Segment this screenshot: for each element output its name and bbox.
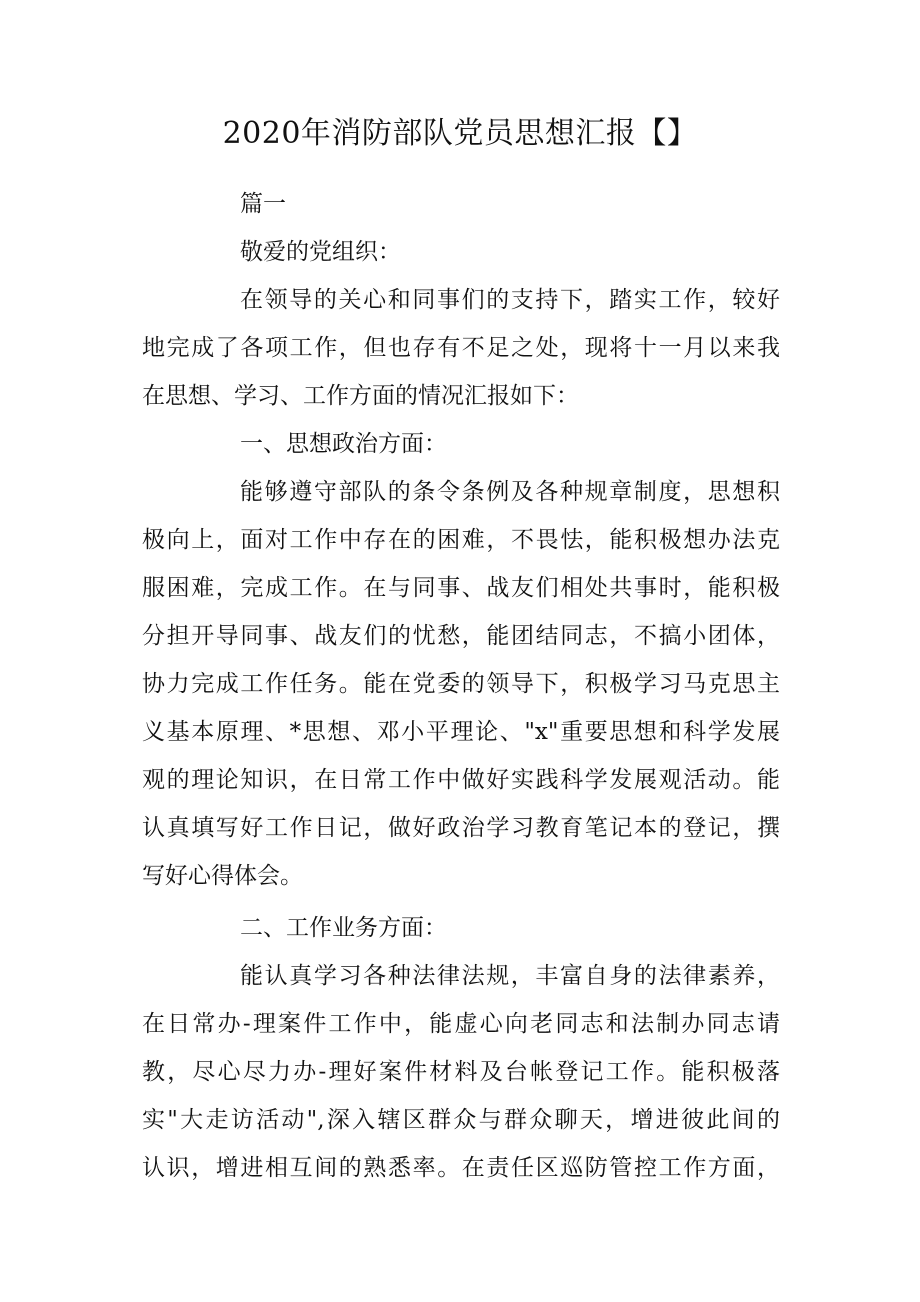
section-heading-part-one: 篇一 — [240, 191, 286, 217]
paragraph-line: 在日常办-理案件工作中，能虚心向老同志和法制办同志请 — [142, 1011, 780, 1037]
paragraph-line: 在思想、学习、工作方面的情况汇报如下： — [142, 383, 579, 409]
section-heading: 二、工作业务方面： — [240, 915, 447, 941]
paragraph-line: 实"大走访活动",深入辖区群众与群众聊天，增进彼此间的 — [142, 1107, 780, 1133]
paragraph-line: 能认真学习各种法律法规，丰富自身的法律素养， — [240, 963, 780, 989]
paragraph-line: 教，尽心尽力办-理好案件材料及台帐登记工作。能积极落 — [142, 1059, 780, 1085]
paragraph-line: 协力完成工作任务。能在党委的领导下，积极学习马克思主 — [142, 671, 780, 697]
paragraph-line: 认识，增进相互间的熟悉率。在责任区巡防管控工作方面， — [142, 1155, 780, 1181]
paragraph-line: 极向上，面对工作中存在的困难，不畏怯，能积极想办法克 — [142, 527, 780, 553]
paragraph-line: 义基本原理、*思想、邓小平理论、"x"重要思想和科学发展 — [142, 719, 780, 745]
document-title: 2020年消防部队党员思想汇报【】 — [222, 116, 698, 151]
paragraph-line: 地完成了各项工作，但也存有不足之处，现将十一月以来我 — [142, 335, 780, 361]
paragraph-line: 在领导的关心和同事们的支持下，踏实工作，较好 — [240, 287, 780, 313]
paragraph-line: 服困难，完成工作。在与同事、战友们相处共事时，能积极 — [142, 575, 780, 601]
document-body — [142, 180, 780, 1192]
section-heading: 一、思想政治方面： — [240, 431, 447, 457]
salutation: 敬爱的党组织： — [240, 239, 401, 265]
paragraph-line: 写好心得体会。 — [142, 863, 303, 889]
paragraph-line: 认真填写好工作日记，做好政治学习教育笔记本的登记，撰 — [142, 815, 780, 841]
paragraph-line: 观的理论知识，在日常工作中做好实践科学发展观活动。能 — [142, 767, 780, 793]
paragraph-line: 分担开导同事、战友们的忧愁，能团结同志，不搞小团体， — [142, 623, 780, 649]
paragraph-line: 能够遵守部队的条令条例及各种规章制度，思想积 — [240, 479, 780, 505]
